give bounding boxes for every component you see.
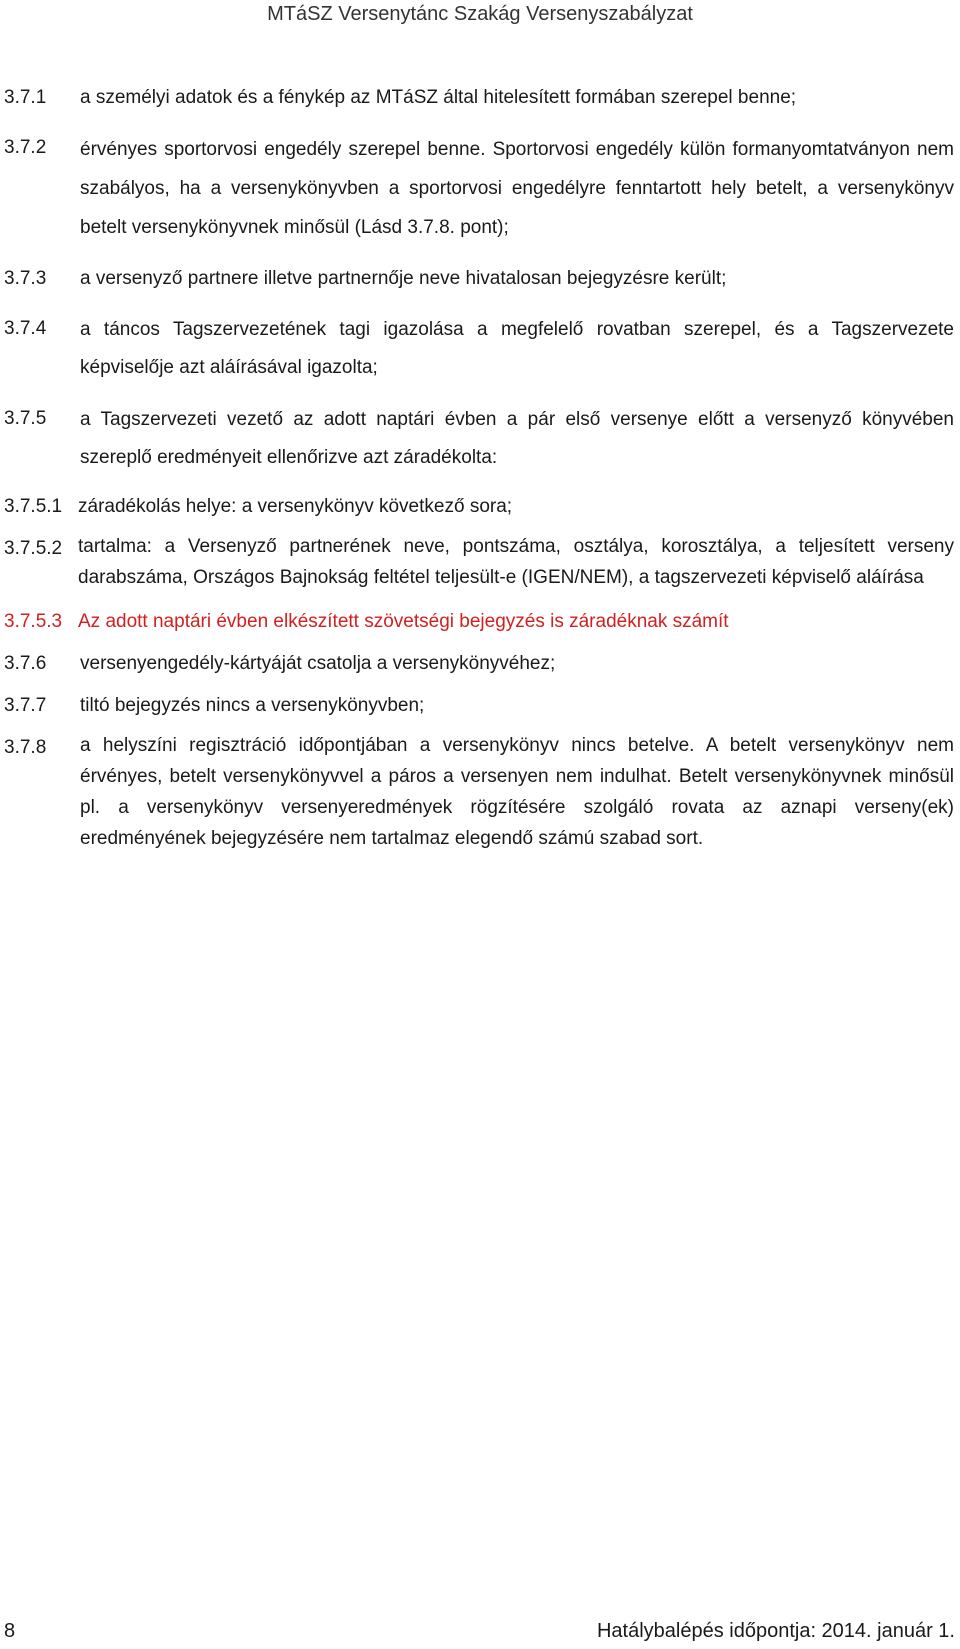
clause-text: a versenyző partnere illetve partnernője neve hivatalosan bejegyzésre került; (80, 268, 727, 289)
clause-number: 3.7.5.2 (4, 538, 63, 559)
clause-3-7-5 (4, 401, 954, 477)
clause-text: a személyi adatok és a fénykép az MTáSZ által hitelesített formában szerepel benne; (80, 87, 797, 108)
clause-text: érvényes sportorvosi engedély szerepel benne. Sportorvosi engedély külön formanyomtatványon nem szabályos, ha a versenykönyvben a sportorvosi engedélyre fenntartott hely betelt, a versenykönyv betelt versenykönyvnek minősül (Lásd 3.7.8. pont); (80, 139, 954, 238)
effective-date: Hatálybalépés időpontja: 2014. január 1. (596, 1620, 955, 1642)
clause-text: záradékolás helye: a versenykönyv következő sora; (78, 496, 513, 517)
clause-3-7-6 (4, 646, 954, 682)
clause-3-7-8 (4, 730, 954, 854)
clause-3-7-5-1 (4, 489, 954, 525)
clause-3-7-2 (4, 130, 954, 247)
clause-number: 3.7.1 (4, 87, 47, 108)
clause-number: 3.7.5.1 (4, 496, 63, 517)
clause-number: 3.7.2 (4, 137, 47, 158)
document-body (4, 80, 954, 854)
clause-text: tiltó bejegyzés nincs a versenykönyvben; (80, 695, 425, 716)
clause-3-7-7 (4, 688, 954, 724)
clause-text: a Tagszervezeti vezető az adott naptári évben a pár első versenye előtt a versenyző könyvében szereplő eredményeit ellenőrizve azt záradékolta: (80, 409, 954, 468)
clause-3-7-1 (4, 80, 954, 116)
page-header (0, 0, 960, 34)
document-title: MTáSZ Versenytánc Szakág Versenyszabályzat (267, 3, 693, 25)
clause-number: 3.7.5 (4, 408, 47, 429)
clause-3-7-3 (4, 261, 954, 297)
clause-text: versenyengedély-kártyáját csatolja a versenykönyvéhez; (80, 653, 556, 674)
clause-number: 3.7.7 (4, 695, 47, 716)
clause-number: 3.7.4 (4, 318, 47, 339)
clause-number: 3.7.8 (4, 737, 47, 758)
clause-number: 3.7.3 (4, 268, 47, 289)
clause-number: 3.7.6 (4, 653, 47, 674)
clause-text: tartalma: a Versenyző partnerének neve, pontszáma, osztálya, korosztálya, a teljesített verseny darabszáma, Országos Bajnokság feltétel teljesült-e (IGEN/NEM), a tagszervezeti képviselő aláírása (78, 536, 954, 588)
page-number: 8 (4, 1620, 16, 1642)
clause-3-7-5-3 (4, 604, 954, 640)
clause-3-7-5-2 (4, 531, 954, 593)
clause-text: a táncos Tagszervezetének tagi igazolása a megfelelő rovatban szerepel, és a Tagszervezete képviselője azt aláírásával igazolta; (80, 319, 954, 378)
clause-text: a helyszíni regisztráció időpontjában a versenykönyv nincs betelve. A betelt versenykönyv nem érvényes, betelt versenykönyvvel a páros a versenyen nem indulhat. Betelt versenykönyvnek minősül pl. a versenykönyv versenyeredmények rögzítésére szolgáló rovata az aznapi verseny(ek) eredményének bejegyzésére nem tartalmaz elegendő számú szabad sort. (80, 735, 954, 849)
clause-number: 3.7.5.3 (4, 611, 63, 632)
clause-3-7-4 (4, 311, 954, 387)
clause-text: Az adott naptári évben elkészített szövetségi bejegyzés is záradéknak számít (78, 611, 729, 632)
